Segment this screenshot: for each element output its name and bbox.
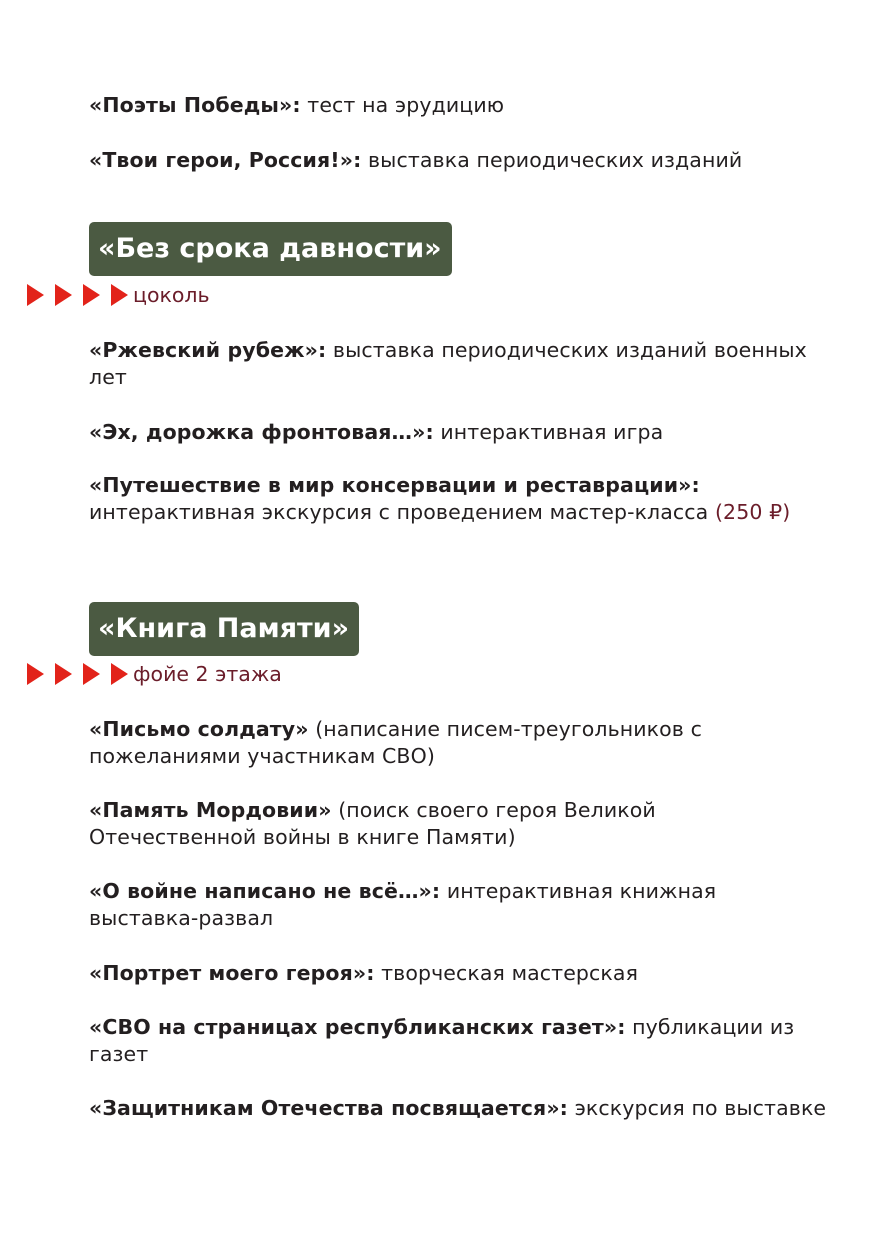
event-item xyxy=(89,92,829,119)
event-description: творческая мастерская xyxy=(374,961,638,985)
event-description: тест на эрудицию xyxy=(300,93,505,117)
event-item xyxy=(89,337,829,391)
event-title: «Память Мордовии» xyxy=(89,798,332,822)
play-arrow-icon xyxy=(110,663,129,685)
arrow-group xyxy=(26,663,129,685)
event-description: (поиск своего героя Великой Отечественной войны в книге Памяти) xyxy=(89,798,656,849)
section-banner: «Книга Памяти» xyxy=(89,602,359,656)
event-title: «Поэты Победы»: xyxy=(89,93,301,117)
event-item xyxy=(89,878,829,932)
play-arrow-icon xyxy=(110,284,129,306)
event-item xyxy=(89,797,829,851)
event-title: «Защитникам Отечества посвящается»: xyxy=(89,1096,568,1120)
play-arrow-icon xyxy=(26,284,45,306)
event-title: «О войне написано не всё…»: xyxy=(89,879,441,903)
event-title: «Твои герои, Россия!»: xyxy=(89,148,362,172)
location-line xyxy=(26,661,282,687)
event-item xyxy=(89,419,829,446)
arrow-group xyxy=(26,284,129,306)
event-title: «Эх, дорожка фронтовая…»: xyxy=(89,420,434,444)
event-description: интерактивная экскурсия с проведением мастер-класса xyxy=(89,500,715,524)
event-item xyxy=(89,1014,829,1068)
play-arrow-icon xyxy=(82,663,101,685)
play-arrow-icon xyxy=(54,663,73,685)
event-description: выставка периодических изданий военных лет xyxy=(89,338,807,389)
event-item xyxy=(89,716,829,770)
play-arrow-icon xyxy=(26,663,45,685)
event-item xyxy=(89,147,829,174)
event-title: «Ржевский рубеж»: xyxy=(89,338,327,362)
location-label: фойе 2 этажа xyxy=(133,662,282,686)
event-description: экскурсия по выставке xyxy=(567,1096,827,1120)
location-line xyxy=(26,282,210,308)
section-banner: «Без срока давности» xyxy=(89,222,452,276)
event-description: выставка периодических изданий xyxy=(361,148,743,172)
event-title: «Путешествие в мир консервации и реставрации»: xyxy=(89,473,700,497)
play-arrow-icon xyxy=(82,284,101,306)
event-item xyxy=(89,472,829,526)
event-description: интерактивная игра xyxy=(433,420,664,444)
event-item xyxy=(89,1095,829,1122)
play-arrow-icon xyxy=(54,284,73,306)
event-description: интерактивная книжная выставка-развал xyxy=(89,879,717,930)
event-title: «Портрет моего героя»: xyxy=(89,961,375,985)
event-title: «СВО на страницах республиканских газет»: xyxy=(89,1015,626,1039)
price-label: (250 ₽) xyxy=(714,500,791,524)
event-item xyxy=(89,960,829,987)
location-label: цоколь xyxy=(133,283,210,307)
event-description: публикации из газет xyxy=(89,1015,795,1066)
event-title: «Письмо солдату» xyxy=(89,717,309,741)
event-description: (написание писем-треугольников с пожеланиями участникам СВО) xyxy=(89,717,702,768)
